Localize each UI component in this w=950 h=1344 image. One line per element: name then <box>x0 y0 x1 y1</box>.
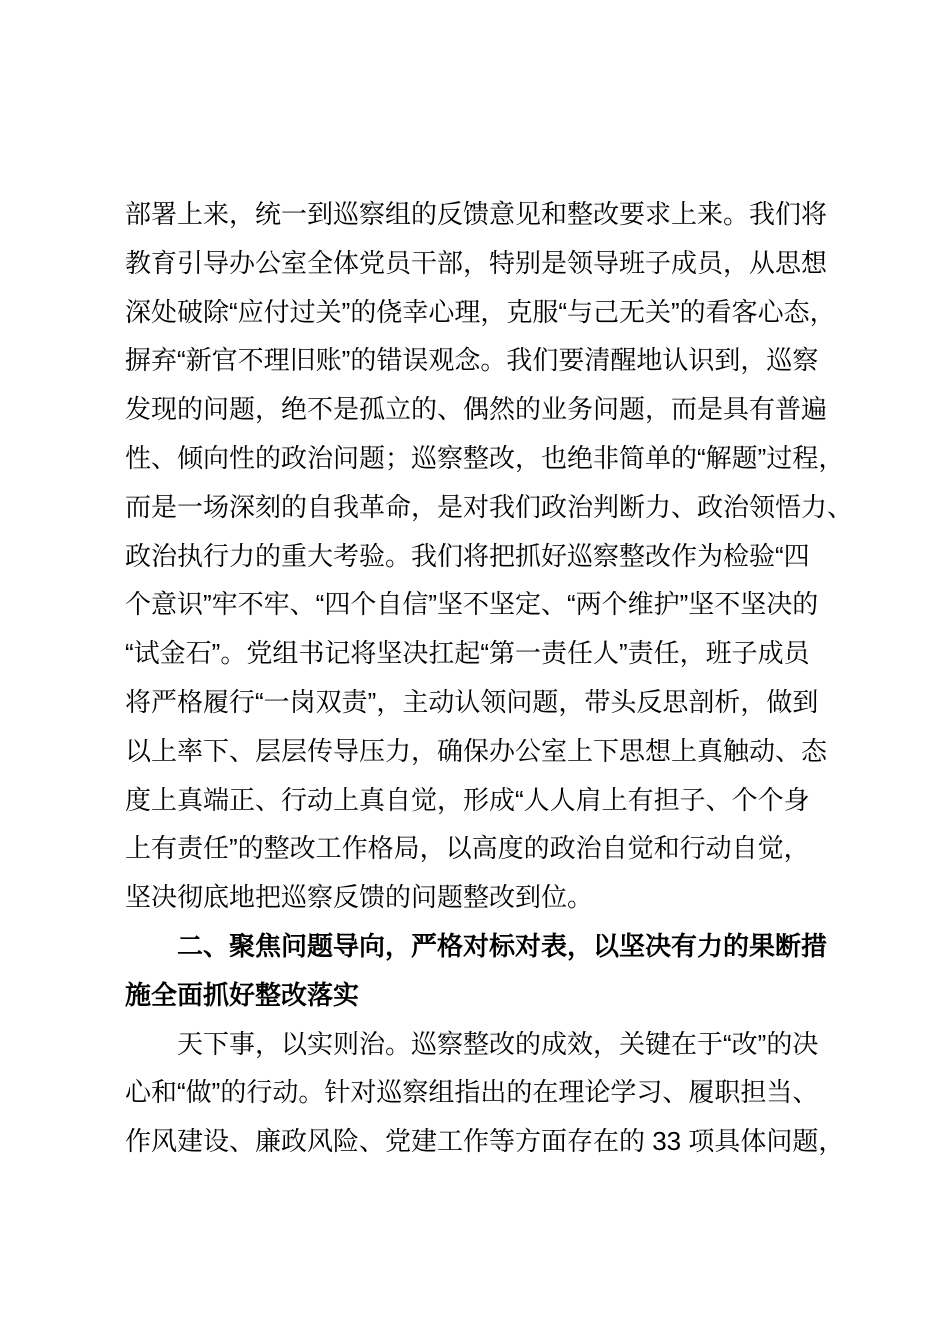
body-line: 作风建设、廉政风险、党建工作等方面存在的 33 项具体问题， <box>125 1126 845 1157</box>
body-line: 上有责任”的整改工作格局，以高度的政治自觉和行动自觉， <box>125 833 810 864</box>
body-line: 坚决彻底地把巡察反馈的问题整改到位。 <box>125 882 594 913</box>
document-content <box>125 190 854 1166</box>
section-heading-line: 施全面抓好整改落实 <box>125 979 360 1010</box>
body-line: 教育引导办公室全体党员干部，特别是领导班子成员，从思想 <box>125 247 828 278</box>
body-line: 而是一场深刻的自我革命，是对我们政治判断力、政治领悟力、 <box>125 491 854 522</box>
body-line: 将严格履行“一岗双责”，主动认领问题，带头反思剖析，做到 <box>125 686 819 717</box>
body-line: 心和“做”的行动。针对巡察组指出的在理论学习、履职担当、 <box>125 1077 819 1108</box>
body-line: 摒弃“新官不理旧账”的错误观念。我们要清醒地认识到，巡察 <box>125 345 819 376</box>
body-line: 度上真端正、行动上真自觉，形成“人人肩上有担子、个个身 <box>125 784 810 815</box>
body-line: 天下事，以实则治。巡察整改的成效，关键在于“改”的决 <box>177 1028 819 1059</box>
body-line: 以上率下、层层传导压力，确保办公室上下思想上真触动、态 <box>125 735 828 766</box>
body-line: 部署上来，统一到巡察组的反馈意见和整改要求上来。我们将 <box>125 199 828 229</box>
body-line: 性、倾向性的政治问题；巡察整改，也绝非简单的“解题”过程， <box>125 442 845 473</box>
body-line: 政治执行力的重大考验。我们将把抓好巡察整改作为检验“四 <box>125 540 810 571</box>
section-heading-line: 二、聚焦问题导向，严格对标对表，以坚决有力的果断措 <box>177 930 828 961</box>
body-line: 发现的问题，绝不是孤立的、偶然的业务问题，而是具有普遍 <box>125 394 828 425</box>
body-line: 个意识”牢不牢、“四个自信”坚不坚定、“两个维护”坚不坚决的 <box>125 589 819 620</box>
body-line: “试金石”。党组书记将坚决扛起“第一责任人”责任，班子成员 <box>125 638 810 669</box>
body-line: 深处破除“应付过关”的侥幸心理，克服“与己无关”的看客心态， <box>125 296 836 327</box>
